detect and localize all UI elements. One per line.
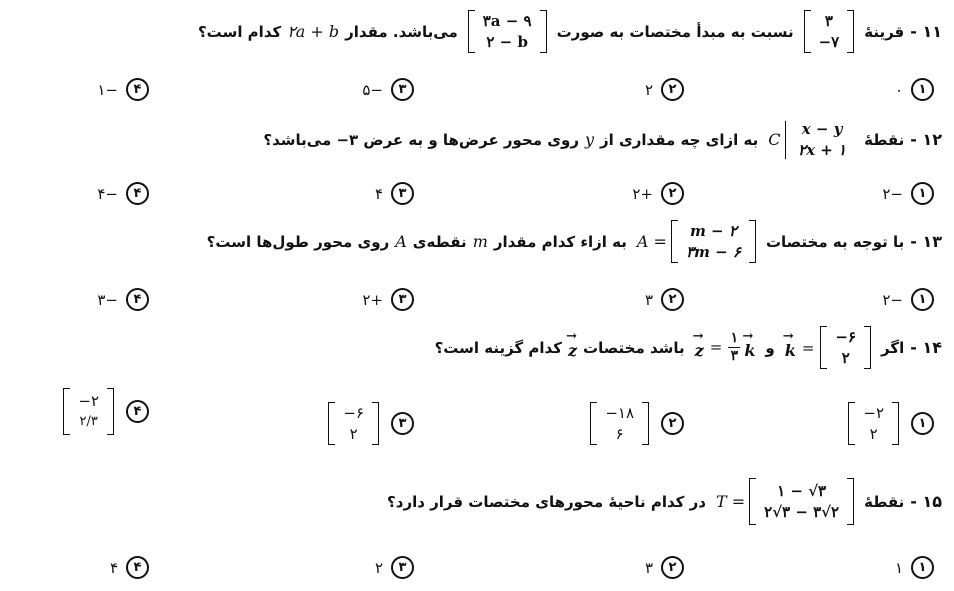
matrix-cell: ۲ xyxy=(841,349,850,367)
vector-k: → k xyxy=(744,335,755,360)
matrix-cell: ۳ xyxy=(824,12,833,30)
question-stem xyxy=(12,118,942,161)
option-4[interactable] xyxy=(110,556,149,579)
left-bracket xyxy=(328,402,335,445)
question-text: به ازای چه مقداری از xyxy=(600,130,759,149)
coordinate-bar xyxy=(785,121,787,159)
right-bracket xyxy=(864,326,871,369)
option-number-badge: ۱ xyxy=(911,78,934,101)
left-bracket xyxy=(590,402,597,445)
option-1[interactable] xyxy=(844,402,934,445)
fraction-denominator: ۳ xyxy=(730,348,739,365)
option-value: ۴ xyxy=(109,558,118,577)
question-14 xyxy=(12,326,942,369)
option-number-badge: ۲ xyxy=(661,412,684,435)
variable: y xyxy=(584,130,595,149)
option-value: ۰ xyxy=(894,80,903,99)
option-number-badge: ۱ xyxy=(911,556,934,579)
option-number-badge: ۴ xyxy=(126,78,149,101)
option-value: −۲ xyxy=(882,290,903,309)
option-number-badge: ۴ xyxy=(126,556,149,579)
vector-k: → k xyxy=(785,335,796,360)
option-3[interactable] xyxy=(324,402,414,445)
option-matrix xyxy=(63,388,114,435)
right-bracket xyxy=(107,388,114,435)
column-matrix xyxy=(468,10,547,53)
option-4[interactable] xyxy=(59,388,149,435)
option-value: −۵ xyxy=(362,80,383,99)
option-number-badge: ۱ xyxy=(911,412,934,435)
option-value: ۱ xyxy=(894,558,903,577)
question-text: روی محور عرض‌ها و به عرض ۳− می‌باشد؟ xyxy=(263,130,579,149)
matrix-cell: x − y xyxy=(801,120,843,138)
question-number: ۱۳ - xyxy=(910,232,942,251)
option-matrix xyxy=(328,402,379,445)
right-bracket xyxy=(749,220,756,263)
option-number-badge: ۴ xyxy=(126,182,149,205)
fraction-numerator: ۱ xyxy=(730,329,739,346)
right-bracket xyxy=(892,402,899,445)
matrix-cell: −۲ xyxy=(78,392,99,410)
option-matrix xyxy=(848,402,899,445)
option-number-badge: ۱ xyxy=(911,288,934,311)
question-12 xyxy=(12,118,942,161)
question-text: کدام است؟ xyxy=(197,22,282,41)
option-2[interactable] xyxy=(645,556,684,579)
question-text: کدام گزینه است؟ xyxy=(434,338,562,357)
option-number-badge: ۳ xyxy=(391,288,414,311)
point-name: C xyxy=(768,130,781,149)
left-bracket xyxy=(63,388,70,435)
option-number-badge: ۱ xyxy=(911,182,934,205)
option-2[interactable] xyxy=(632,182,684,205)
matrix-cell: ۱ − √۳ xyxy=(777,482,827,500)
option-2[interactable] xyxy=(586,402,684,445)
option-number-badge: ۳ xyxy=(391,556,414,579)
question-number: ۱۵ - xyxy=(910,492,942,511)
matrix-cell: ۶ xyxy=(615,425,624,443)
matrix-cell: −۲ xyxy=(863,404,884,422)
fraction xyxy=(728,331,740,364)
left-bracket xyxy=(671,220,678,263)
right-bracket xyxy=(847,478,854,525)
math-expression: T = xyxy=(715,492,746,511)
option-1[interactable] xyxy=(895,556,934,579)
option-value: −۴ xyxy=(97,184,118,203)
question-stem xyxy=(12,220,942,263)
matrix-cell: −۷ xyxy=(818,33,840,51)
option-matrix xyxy=(590,402,649,445)
option-1[interactable] xyxy=(882,182,934,205)
left-bracket xyxy=(749,478,756,525)
option-number-badge: ۲ xyxy=(661,78,684,101)
question-text: می‌باشد. مقدار xyxy=(345,22,458,41)
option-value: ۳ xyxy=(644,558,653,577)
option-number-badge: ۴ xyxy=(126,288,149,311)
question-stem xyxy=(12,10,942,53)
matrix-cell: ۳a − ۹ xyxy=(482,12,532,30)
matrix-cell: −۶ xyxy=(835,328,857,346)
question-text: باشد مختصات xyxy=(583,338,685,357)
question-text: قرینهٔ xyxy=(864,22,905,41)
point-coordinates xyxy=(768,118,854,161)
option-value: ۳ xyxy=(644,290,653,309)
option-value: +۲ xyxy=(362,290,383,309)
option-number-badge: ۳ xyxy=(391,182,414,205)
vector-z-definition xyxy=(695,331,756,364)
matrix-cell: m − ۲ xyxy=(689,222,737,240)
variable: A xyxy=(395,232,407,251)
option-number-badge: ۲ xyxy=(661,556,684,579)
option-number-badge: ۳ xyxy=(391,78,414,101)
column-matrix xyxy=(804,10,855,53)
matrix-cell: −۶ xyxy=(343,404,364,422)
option-value: ۴ xyxy=(374,184,383,203)
option-4[interactable] xyxy=(97,78,149,101)
equals-sign: = xyxy=(709,338,723,357)
option-4[interactable] xyxy=(97,288,149,311)
option-value: +۲ xyxy=(632,184,653,203)
vector-k-definition xyxy=(785,326,871,369)
question-text: با توجه به مختصات xyxy=(765,232,905,251)
question-text: نقطه‌ی xyxy=(412,232,467,251)
equals-sign: = xyxy=(801,338,815,357)
option-value: ۲ xyxy=(374,558,383,577)
question-15 xyxy=(12,478,942,525)
matrix-cell: ۲ − b xyxy=(486,33,528,51)
option-number-badge: ۴ xyxy=(126,400,149,423)
matrix-cell: ۲x + ۱ xyxy=(798,141,847,159)
question-11 xyxy=(12,10,942,53)
question-stem xyxy=(12,478,942,525)
matrix-cell: −۱۸ xyxy=(605,404,634,422)
question-number: ۱۲ - xyxy=(910,130,942,149)
matrix-cell: ۲ xyxy=(349,425,358,443)
question-text: نقطهٔ xyxy=(864,492,905,511)
option-4[interactable] xyxy=(97,182,149,205)
column-matrix xyxy=(716,478,854,525)
column-matrix xyxy=(637,220,756,263)
matrix-cell: ۳m − ۶ xyxy=(685,243,741,261)
left-bracket xyxy=(468,10,475,53)
option-value: −۲ xyxy=(882,184,903,203)
option-1[interactable] xyxy=(895,78,934,101)
option-3[interactable] xyxy=(375,182,414,205)
question-13 xyxy=(12,220,942,263)
option-3[interactable] xyxy=(375,556,414,579)
option-number-badge: ۲ xyxy=(661,288,684,311)
option-value: ۲ xyxy=(644,80,653,99)
left-bracket xyxy=(804,10,811,53)
variable: m xyxy=(472,232,488,251)
question-text: نقطهٔ xyxy=(864,130,905,149)
matrix-cell: ۲/۳ xyxy=(79,414,98,429)
question-text: روی محور طول‌ها است؟ xyxy=(206,232,390,251)
vector-z: → z xyxy=(568,335,577,360)
option-3[interactable] xyxy=(362,288,414,311)
right-bracket xyxy=(372,402,379,445)
option-number-badge: ۲ xyxy=(661,182,684,205)
question-text: و xyxy=(765,338,775,357)
right-bracket xyxy=(540,10,547,53)
vector-z: → z xyxy=(695,335,704,360)
question-text: نسبت به مبدأ مختصات به صورت xyxy=(556,22,794,41)
option-2[interactable] xyxy=(645,78,684,101)
math-expression: ۲a + b xyxy=(287,22,340,41)
matrix-cell: ۲√۳ − ۳√۲ xyxy=(764,503,840,521)
question-text: اگر xyxy=(881,338,905,357)
matrix-cell: ۲ xyxy=(869,425,878,443)
option-3[interactable] xyxy=(362,78,414,101)
question-number: ۱۴ - xyxy=(910,338,942,357)
question-text: به ازاء کدام مقدار xyxy=(493,232,627,251)
question-text: در کدام ناحیهٔ محورهای مختصات قرار دارد؟ xyxy=(387,492,706,511)
option-value: −۳ xyxy=(97,290,118,309)
right-bracket xyxy=(642,402,649,445)
left-bracket xyxy=(848,402,855,445)
left-bracket xyxy=(820,326,827,369)
question-stem xyxy=(12,326,942,369)
option-2[interactable] xyxy=(645,288,684,311)
option-number-badge: ۳ xyxy=(391,412,414,435)
option-1[interactable] xyxy=(882,288,934,311)
question-number: ۱۱ - xyxy=(910,22,942,41)
option-value: −۱ xyxy=(97,80,118,99)
right-bracket xyxy=(847,10,854,53)
math-expression: A = xyxy=(636,232,667,251)
